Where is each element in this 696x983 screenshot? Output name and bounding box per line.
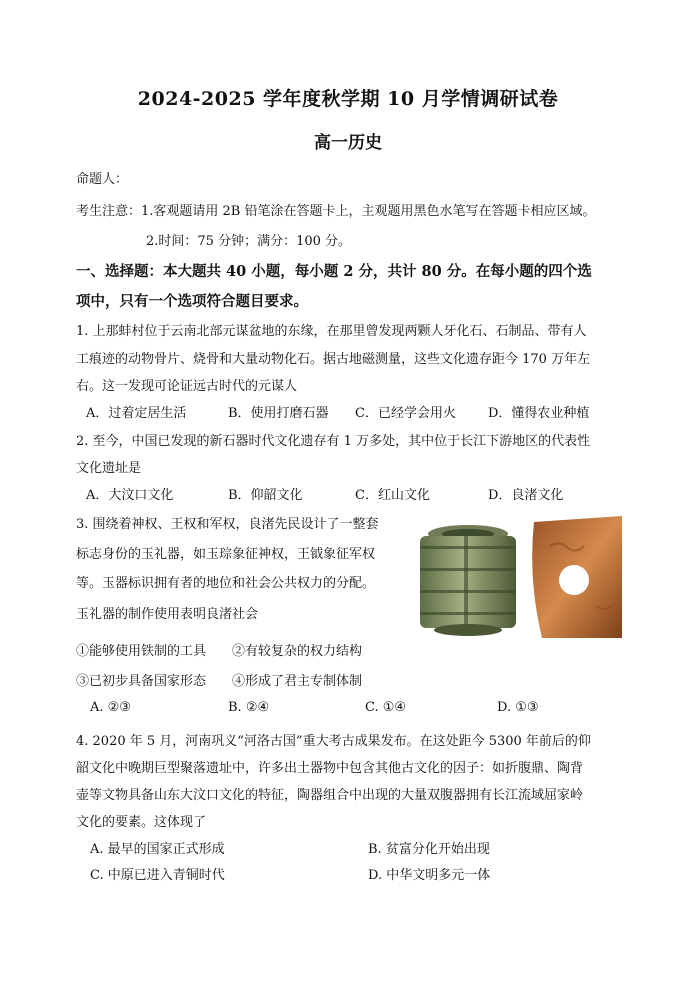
question-2-option-d: D．良渚文化 — [488, 488, 564, 503]
question-3-statement-1: ①能够使用铁制的工具 — [76, 644, 207, 659]
jade-cong-icon — [420, 525, 516, 636]
question-4-line: 韶文化中晚期巨型聚落遗址中，许多出土器物中包含其他古文化的因子：如折腹鼎、陶背 — [76, 761, 584, 776]
question-3-line: 3. 围绕着神权、王权和军权，良渚先民设计了一整套 — [76, 517, 379, 532]
question-2-option-c: C．红山文化 — [355, 488, 430, 503]
question-4-line: 壶等文物具备山东大汶口文化的特征，陶器组合中出现的大量双腹器拥有长江流域屈家岭 — [76, 788, 584, 803]
question-3-option-a: A. ②③ — [90, 700, 131, 715]
author-label: 命题人： — [76, 172, 129, 187]
question-3-option-b: B. ②④ — [228, 700, 270, 715]
question-1-line: 工痕迹的动物骨片、烧骨和大量动物化石。据古地磁测量，这些文化遗存距今 170 万年左 — [76, 352, 591, 367]
question-1-option-d: D．懂得农业种植 — [488, 406, 590, 421]
question-3-statement-2: ②有较复杂的权力结构 — [232, 644, 363, 659]
section-heading-line-2: 项中，只有一个选项符合题目要求。 — [76, 293, 308, 310]
question-3-option-c: C. ①④ — [365, 700, 407, 715]
question-1-line: 1. 上那蚌村位于云南北部元谋盆地的东缘，在那里曾发现两颗人牙化石、石制品、带有人 — [76, 324, 587, 339]
question-3-statement-4: ④形成了君主专制体制 — [232, 674, 363, 689]
question-1-option-a: A．过着定居生活 — [86, 406, 187, 421]
question-1-option-c: C．已经学会用火 — [355, 406, 456, 421]
question-3-statement-3: ③已初步具备国家形态 — [76, 674, 207, 689]
question-2-option-b: B．仰韶文化 — [228, 488, 303, 503]
question-3-line: 等。玉器标识拥有者的地位和社会公共权力的分配。 — [76, 576, 376, 591]
question-4-option-c: C. 中原已进入青铜时代 — [90, 868, 225, 883]
question-2-line: 2. 至今，中国已发现的新石器时代文化遗存有 1 万多处，其中位于长江下游地区的代表性 — [76, 434, 591, 449]
question-2-option-a: A．大汶口文化 — [86, 488, 174, 503]
notice-line-2: 2.时间：75 分钟；满分：100 分。 — [146, 234, 352, 249]
question-4-line: 4. 2020 年 5 月，河南巩义“河洛古国”重大考古成果发布。在这处距今 5300 年前后的仰 — [76, 734, 591, 749]
exam-title: 2024-2025 学年度秋学期 10 月学情调研试卷 — [137, 88, 559, 110]
question-4-line: 文化的要素。这体现了 — [76, 815, 207, 830]
question-1-option-b: B．使用打磨石器 — [228, 406, 329, 421]
jade-figure — [410, 516, 622, 638]
question-4-option-b: B. 贫富分化开始出现 — [368, 842, 490, 857]
jade-figure-svg — [410, 516, 622, 638]
exam-subject: 高一历史 — [314, 133, 382, 153]
notice-line-1: 考生注意：1.客观题请用 2B 铅笔涂在答题卡上，主观题用黑色水笔写在答题卡相应区域。 — [76, 204, 596, 219]
question-3-line: 标志身份的玉礼器，如玉琮象征神权，王钺象征军权 — [76, 547, 376, 562]
question-3-option-d: D. ①③ — [497, 700, 539, 715]
question-2-line: 文化遗址是 — [76, 461, 142, 476]
section-heading-line-1: 一、选择题：本大题共 40 小题，每小题 2 分，共计 80 分。在每小题的四个选 — [76, 263, 592, 280]
question-1-line: 右。这一发现可论证远古时代的元谋人 — [76, 379, 298, 394]
question-4-option-d: D. 中华文明多元一体 — [368, 868, 491, 883]
question-3-line: 玉礼器的制作使用表明良渚社会 — [76, 607, 259, 622]
jade-yue-icon — [532, 516, 622, 638]
question-4-option-a: A. 最早的国家正式形成 — [90, 842, 225, 857]
